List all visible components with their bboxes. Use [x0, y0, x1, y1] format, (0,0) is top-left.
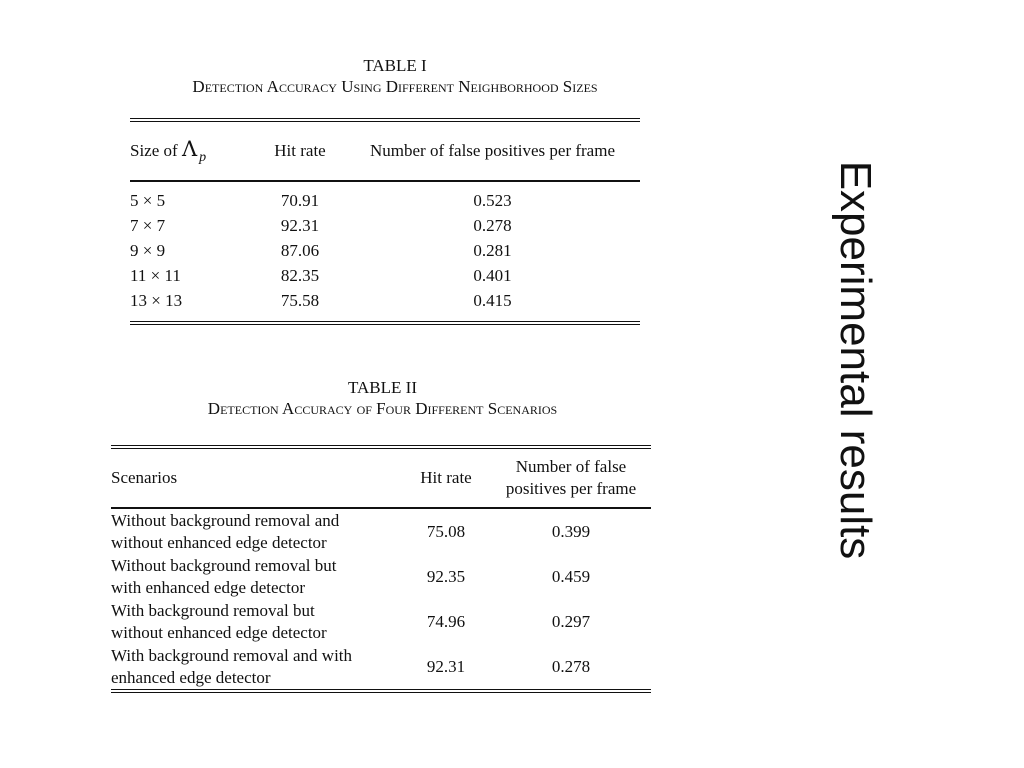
table2-header-row	[111, 447, 651, 508]
scenario-line1: Without background removal and	[111, 510, 340, 530]
table2-cell-scenario	[111, 599, 401, 644]
table1-cell-fp: 0.415	[345, 288, 640, 323]
table2-cell-hit: 75.08	[426, 521, 466, 541]
table2-cell-hit: 92.35	[426, 566, 466, 586]
table2-header-false-positives	[491, 447, 651, 508]
table1-cell-fp: 0.401	[473, 265, 512, 285]
table2-header-hit-rate: Hit rate	[401, 447, 491, 508]
table-row	[111, 508, 651, 554]
table1-cell-size: 5 × 5	[130, 190, 166, 210]
table2-number: TABLE II	[348, 378, 417, 397]
table1-number: TABLE I	[363, 56, 427, 75]
table-row	[130, 263, 640, 288]
table1-cell-size: 9 × 9	[130, 240, 166, 260]
table1-cell-hit: 75.58	[255, 288, 345, 323]
table2-header-fp-line1: Number of false	[515, 457, 627, 476]
table2-cell-hit: 74.96	[426, 611, 466, 631]
table1-header-false-positives: Number of false positives per frame	[345, 120, 640, 181]
scenario-line1: With background removal but	[111, 600, 315, 620]
table1-header-hit-rate: Hit rate	[255, 120, 345, 181]
table1-header-row	[130, 120, 640, 181]
table-row	[130, 238, 640, 263]
table1-cell-size: 7 × 7	[130, 215, 166, 235]
scenario-line2: with enhanced edge detector	[111, 577, 305, 597]
table-row	[130, 288, 640, 323]
table1-cell-fp: 0.523	[473, 190, 512, 210]
table2-cell-fp: 0.278	[491, 644, 651, 691]
table2-header-fp-line2: positives per frame	[505, 479, 637, 498]
table2-cell-scenario	[111, 554, 401, 599]
table1-cell-hit: 92.31	[280, 215, 320, 235]
table-row	[111, 644, 651, 691]
table2-cell-fp: 0.297	[551, 611, 591, 631]
table2-cell-hit: 92.31	[401, 644, 491, 691]
table1-header-size-prefix: Size of	[130, 140, 178, 160]
lambda-symbol: Λ	[181, 136, 198, 161]
table1-cell-size: 11 × 11	[130, 265, 181, 285]
table-row	[111, 554, 651, 599]
scenario-line2: enhanced edge detector	[111, 667, 271, 687]
table2-title: Detection Accuracy of Four Different Scenarios	[207, 399, 558, 418]
slide-title: Experimental results	[831, 160, 880, 560]
table1-cell-hit: 82.35	[280, 265, 320, 285]
scenario-line2: without enhanced edge detector	[111, 532, 327, 552]
table1-cell-hit: 70.91	[280, 190, 320, 210]
table1-title: Detection Accuracy Using Different Neighborhood Sizes	[192, 77, 598, 96]
table1	[130, 118, 640, 325]
table2-cell-scenario	[111, 644, 401, 691]
table1-cell-size: 13 × 13	[130, 288, 255, 323]
table2-header-scenarios: Scenarios	[111, 447, 401, 508]
scenario-line1: Without background removal but	[111, 555, 337, 575]
scenario-line1: With background removal and with	[111, 645, 353, 665]
table-row	[130, 213, 640, 238]
table2	[111, 445, 651, 693]
table-row	[111, 599, 651, 644]
table2-caption	[110, 378, 655, 420]
table2-cell-fp: 0.459	[551, 566, 591, 586]
scenario-line2: without enhanced edge detector	[111, 622, 327, 642]
table1-caption	[110, 56, 680, 98]
table-row	[130, 181, 640, 213]
table2-cell-fp: 0.399	[551, 521, 591, 541]
table1-cell-fp: 0.281	[473, 240, 512, 260]
table1-cell-hit: 87.06	[280, 240, 320, 260]
table1-cell-fp: 0.278	[473, 215, 512, 235]
lambda-subscript: p	[199, 149, 207, 165]
table2-cell-scenario	[111, 508, 401, 554]
table1-header-size	[130, 120, 255, 181]
